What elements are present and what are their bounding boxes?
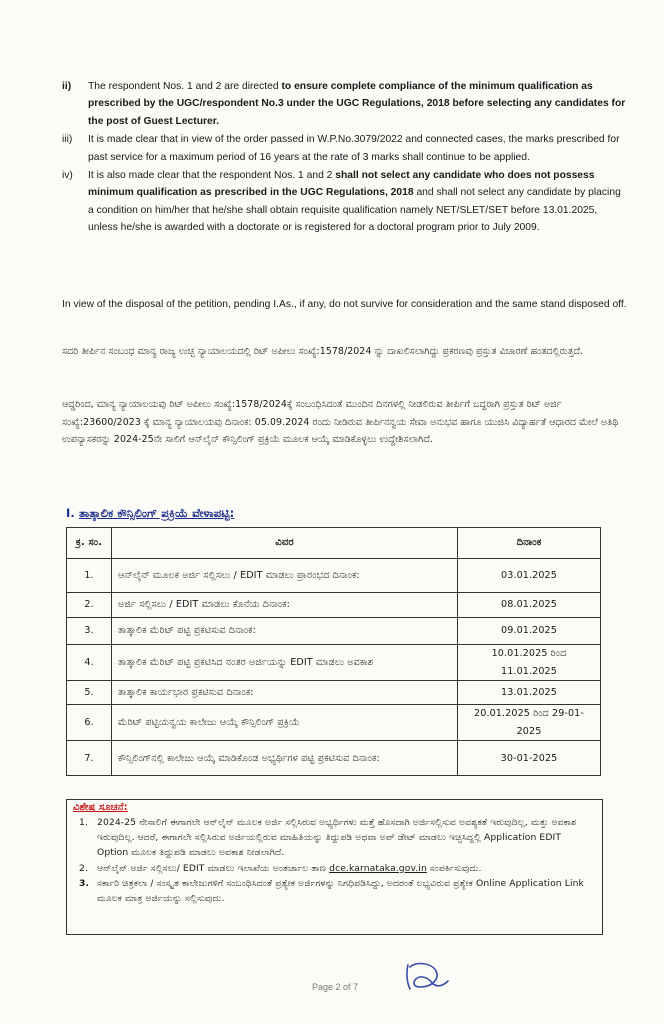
item-text: It is also made clear that the respondent Nos. 1 and 2 shall not select any candidate who does not possess minimum qualification as prescribed in the UGC Regulations, 2018 and shall not select any candidate by placing a condition on him/her that he/she shall obtain requisite qualification namely NET/SLET/SET before 13.01.2025, unless he/she is awarded with a doctorate or is registered for a doctoral program prior to July 2009. <box>88 170 621 234</box>
signature-mark <box>402 957 452 993</box>
note-number: 1. <box>79 817 88 828</box>
row-date: 03.01.2025 <box>458 559 601 593</box>
note-item <box>79 861 594 876</box>
row-description: ಅರ್ಜಿ ಸಲ್ಲಿಸಲು / EDIT ಮಾಡಲು ಕೊನೆಯ ದಿನಾಂಕ: <box>112 593 458 618</box>
table-row <box>67 559 601 593</box>
row-date: 30-01-2025 <box>458 741 601 776</box>
row-number: 7. <box>67 741 112 776</box>
page-number: Page 2 of 7 <box>312 982 359 992</box>
header-details: ವಿವರ <box>112 528 458 559</box>
note-text: ಸರ್ಕಾರಿ ಚಿತ್ರಕಲಾ / ಸಂಸ್ಕೃತ ಕಾಲೇಜುಗಳಿಗೆ ಸಂಬಂಧಿಸಿದಂತೆ ಪ್ರತ್ಯೇಕ ಅರ್ಜಿಗಳನ್ನು ನಿಗಧಿಪಡಿಸಿದ್ದು, ಅದರಂತೆ ಲಭ್ಯವಿರುವ ಪ್ರತ್ಯೇಕ Online Application Link ಮೂಲಕ ಮಾತ್ರ ಅರ್ಜಿಯನ್ನು ಸಲ್ಲಿಸುವುದು. <box>97 877 584 905</box>
table-row <box>67 593 601 618</box>
row-description: ತಾತ್ಕಾಲಿಕ ಕಾರ್ಯಭಾರ ಪ್ರಕಟಿಸುವ ದಿನಾಂಕ: <box>112 681 458 705</box>
table-row <box>67 618 601 645</box>
item-number: iv) <box>62 170 73 182</box>
note-text: ಆನ್‌ಲೈನ್ ಅರ್ಜಿ ಸಲ್ಲಿಸಲು/ EDIT ಮಾಡಲು ಇಲಾಖೆಯ ಅಂತರ್ಜಾಲ ತಾಣ <box>97 862 330 874</box>
disposal-paragraph: In view of the disposal of the petition, pending I.As., if any, do not survive for consideration and the same stand disposed off. <box>62 299 627 310</box>
table-row <box>67 705 601 741</box>
row-number: 5. <box>67 681 112 705</box>
schedule-title: ತಾತ್ಕಾಲಿಕ ಕೌನ್ಸಿಲಿಂಗ್ ಪ್ರಕ್ರಿಯೆ ವೇಳಾಪಟ್ಟಿ: <box>78 506 235 520</box>
kannada-paragraph-counselling: ಆದ್ದರಿಂದ, ಮಾನ್ಯ ನ್ಯಾಯಾಲಯವು ರಿಟ್ ಅಪೀಲು ಸಂಖ್ಯೆ:1578/2024ಕ್ಕೆ ಸಂಬಂಧಿಸಿದಂತೆ ಮುಂದಿನ ದಿನಗಳಲ್ಲಿ ನೀಡಲಿರುವ ತೀರ್ಪಿಗೆ ಬದ್ಧರಾಗಿ ಪ್ರಸ್ತುತ ರಿಟ್ ಅರ್ಜಿ ಸಂಖ್ಯೆ:23600/2023 ಕ್ಕೆ ಮಾನ್ಯ ನ್ಯಾಯಾಲಯವು ದಿನಾಂಕ: 05.09.2024 ರಂದು ನೀಡಿರುವ ತೀರ್ಪಿನನ್ವಯ ಸೇವಾ ಅನುಭವ ಹಾಗೂ ಯುಜಿಸಿ ವಿದ್ಯಾರ್ಹತೆ ಆಧಾರದ ಮೇಲೆ ಅತಿಥಿ ಉಪನ್ಯಾಸಕರನ್ನು 2024-25ನೇ ಸಾಲಿಗೆ ಆನ್‌ಲೈನ್ ಕೌನ್ಸಿಲಿಂಗ್ ಪ್ರಕ್ರಿಯೆ ಮೂಲಕ ಆಯ್ಕೆ ಮಾಡಿಕೊಳ್ಳಲು ಉದ್ದೇಶಿಸಲಾಗಿದೆ. <box>62 399 619 446</box>
row-number: 3. <box>67 618 112 645</box>
order-item-iii <box>62 131 628 166</box>
note-item <box>79 876 594 906</box>
order-directions-list <box>62 78 628 238</box>
table-row <box>67 681 601 705</box>
note-number: 2. <box>79 862 88 874</box>
special-notes-box <box>66 799 603 935</box>
order-item-ii <box>62 78 628 130</box>
table-header-row <box>67 528 601 559</box>
row-date: 20.01.2025 ರಿಂದ 29-01-2025 <box>458 705 601 741</box>
item-text: It is made clear that in view of the order passed in W.P.No.3079/2022 and connected cases, the marks prescribed for past service for a maximum period of 16 years at the rate of 3 marks shall continue to be applied. <box>88 134 620 163</box>
table-row <box>67 645 601 681</box>
row-description: ತಾತ್ಕಾಲಿಕ ಮೆರಿಟ್ ಪಟ್ಟಿ ಪ್ರಕಟಿಸುವ ದಿನಾಂಕ: <box>112 618 458 645</box>
item-number: iii) <box>62 134 73 146</box>
row-number: 1. <box>67 559 112 593</box>
special-notes-title: ವಿಶೇಷ ಸೂಚನೆ: <box>73 802 128 813</box>
row-description: ಮೆರಿಟ್ ಪಟ್ಟಿಯನ್ವಯ ಕಾಲೇಜು ಆಯ್ಕೆ ಕೌನ್ಸಿಲಿಂಗ್ ಪ್ರಕ್ರಿಯೆ <box>112 705 458 741</box>
note-number: 3. <box>79 877 90 889</box>
row-number: 6. <box>67 705 112 741</box>
item-number: ii) <box>62 81 72 92</box>
schedule-heading <box>66 505 234 523</box>
note-text-after: ಸಂಪರ್ಕಿಸುವುದು. <box>426 862 482 874</box>
header-serial: ಕ್ರ. ಸಂ. <box>67 528 112 559</box>
note-text: 2024-25 ನೇಸಾಲಿಗೆ ಈಗಾಗಲೇ ಆನ್‌ಲೈನ್ ಮೂಲಕ ಅರ್ಜಿ ಸಲ್ಲಿಸಿರುವ ಅಭ್ಯರ್ಥಿಗಳು ಮತ್ತೆ ಹೊಸದಾಗಿ ಅರ್ಜಿಸಲ್ಲಿಸುವ ಅವಶ್ಯಕತೆ ಇರುವುದಿಲ್ಲ, ಮತ್ತು ಅವಕಾಶ ಇರುವುದಿಲ್ಲ. ಆದರೆ, ಈಗಾಗಲೇ ಸಲ್ಲಿಸಿರುವ ಅರ್ಜಿಯಲ್ಲಿರುವ ಮಾಹಿತಿಯನ್ನು ತಿದ್ದುಪಡಿ ಅಥವಾ ಅಪ್ ಡೇಟ್ ಮಾಡಲು ಇಚ್ಛಿಸಿದ್ದಲ್ಲಿ Application EDIT Option ಮೂಲಕ ತಿದ್ದುಪಡಿ ಮಾಡಲು ಅವಕಾಶ ನೀಡಲಾಗಿದೆ. <box>97 817 577 859</box>
header-date: ದಿನಾಂಕ <box>458 528 601 559</box>
note-item <box>79 815 594 861</box>
row-number: 4. <box>67 645 112 681</box>
item-text: The respondent Nos. 1 and 2 are directed to ensure complete compliance of the minimum qualification as prescribed by the UGC/respondent No.3 under the UGC Regulations, 2018 before selecting any candidates for the post of Guest Lecturer. <box>88 81 626 127</box>
row-date: 13.01.2025 <box>458 681 601 705</box>
schedule-table <box>66 527 601 776</box>
row-description: ತಾತ್ಕಾಲಿಕ ಮೆರಿಟ್ ಪಟ್ಟಿ ಪ್ರಕಟಿಸಿದ ನಂತರ ಅರ್ಜಿಯನ್ನು EDIT ಮಾಡಲು ಅವಕಾಶ <box>112 645 458 681</box>
order-item-iv <box>62 167 628 237</box>
row-number: 2. <box>67 593 112 618</box>
note-text-wrap <box>97 861 482 876</box>
kannada-paragraph-appeal: ಸದರಿ ತೀರ್ಪಿನ ಸಂಬಂಧ ಮಾನ್ಯ ರಾಜ್ಯ ಉಚ್ಛ ನ್ಯಾಯಾಲಯದಲ್ಲಿ ರಿಟ್ ಅಪೀಲು ಸಂಖ್ಯೆ:1578/2024 ನ್ನು ದಾಖಲಿಸಲಾಗಿದ್ದು ಪ್ರಕರಣವು ಪ್ರಸ್ತುತ ವಿಚಾರಣೆ ಹಂತದಲ್ಲಿರುತ್ತದೆ. <box>62 346 584 357</box>
special-notes-list <box>79 815 594 906</box>
row-description: ಕೌನ್ಸಿಲಿಂಗ್‌ನಲ್ಲಿ ಕಾಲೇಜು ಆಯ್ಕೆ ಮಾಡಿಕೊಂಡ ಅಭ್ಯರ್ಥಿಗಳ ಪಟ್ಟಿ ಪ್ರಕಟಿಸುವ ದಿನಾಂಕ: <box>112 741 458 776</box>
department-website-link[interactable]: dce.karnataka.gov.in <box>329 862 427 874</box>
row-date: 08.01.2025 <box>458 593 601 618</box>
row-date: 10.01.2025 ರಿಂದ 11.01.2025 <box>458 645 601 681</box>
table-row <box>67 741 601 776</box>
row-description: ಆನ್‌ಲೈನ್ ಮೂಲಕ ಅರ್ಜಿ ಸಲ್ಲಿಸಲು / EDIT ಮಾಡಲು ಪ್ರಾರಂಭದ ದಿನಾಂಕ: <box>112 559 458 593</box>
row-date: 09.01.2025 <box>458 618 601 645</box>
section-number: I. <box>66 506 75 520</box>
